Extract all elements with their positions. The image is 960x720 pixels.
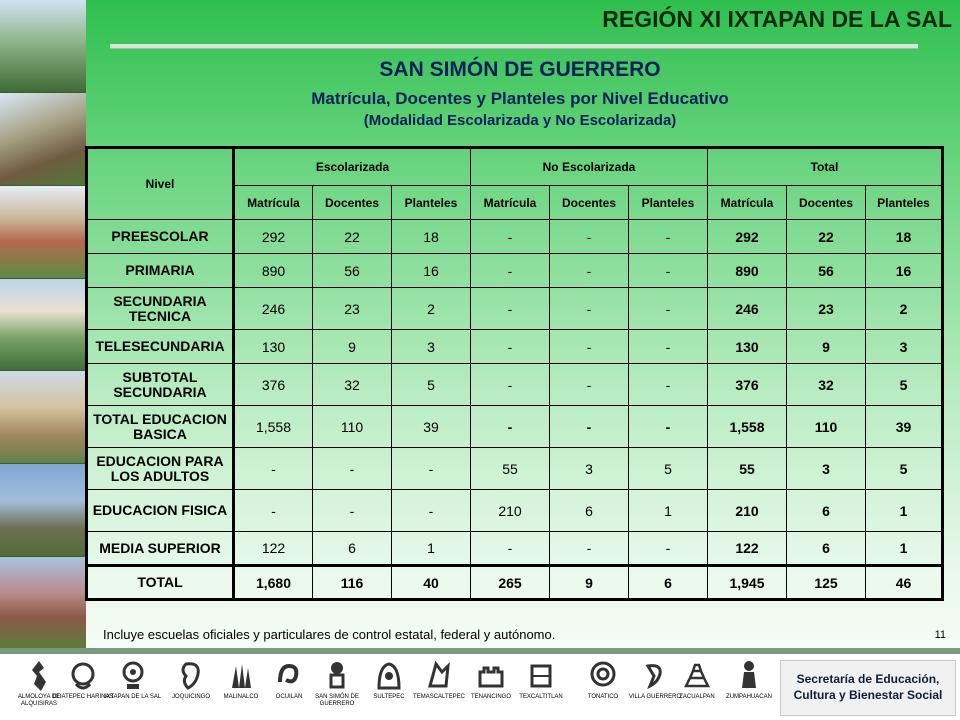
cell-total-docentes: 125 bbox=[787, 566, 866, 600]
cell-total-planteles: 46 bbox=[866, 566, 943, 600]
cell-escolarizada-planteles: 1 bbox=[392, 532, 471, 566]
municipio-logo-ixtapan: IXTAPAN DE LA SAL bbox=[102, 658, 164, 701]
row-label: EDUCACION FISICA bbox=[87, 490, 234, 532]
row-label: PREESCOLAR bbox=[87, 220, 234, 254]
cell-no-escolarizada-planteles: - bbox=[629, 254, 708, 288]
cell-no-escolarizada-planteles: 5 bbox=[629, 448, 708, 490]
cell-escolarizada-docentes: 32 bbox=[313, 364, 392, 406]
municipio-logo-malinalco: MALINALCO bbox=[210, 658, 272, 701]
municipio-logo-joquicingo: JOQUICINGO bbox=[160, 658, 222, 701]
cell-total-planteles: 5 bbox=[866, 364, 943, 406]
subheader-matricula: Matrícula bbox=[708, 186, 787, 220]
cell-escolarizada-docentes: 6 bbox=[313, 532, 392, 566]
cell-no-escolarizada-docentes: - bbox=[550, 532, 629, 566]
cell-escolarizada-matricula: 1,680 bbox=[234, 566, 313, 600]
cell-escolarizada-docentes: 56 bbox=[313, 254, 392, 288]
cell-total-docentes: 56 bbox=[787, 254, 866, 288]
cell-no-escolarizada-matricula: 55 bbox=[471, 448, 550, 490]
row-label: TOTAL bbox=[87, 566, 234, 600]
table-row bbox=[87, 566, 943, 600]
cell-no-escolarizada-planteles: - bbox=[629, 364, 708, 406]
municipio-logo-zacualpan: ZACUALPAN bbox=[666, 658, 728, 701]
wall-glyph-icon bbox=[476, 658, 506, 694]
cell-total-planteles: 1 bbox=[866, 490, 943, 532]
table-row bbox=[87, 490, 943, 532]
table-row bbox=[87, 288, 943, 330]
cell-no-escolarizada-docentes: - bbox=[550, 364, 629, 406]
cell-escolarizada-planteles: - bbox=[392, 490, 471, 532]
subheader-docentes: Docentes bbox=[787, 186, 866, 220]
church-photo bbox=[0, 186, 86, 279]
table-row bbox=[87, 532, 943, 566]
title-rule bbox=[110, 44, 918, 49]
worm-glyph-icon bbox=[274, 658, 304, 694]
cell-total-planteles: 18 bbox=[866, 220, 943, 254]
cell-no-escolarizada-matricula: 265 bbox=[471, 566, 550, 600]
cell-total-planteles: 1 bbox=[866, 532, 943, 566]
municipio-logo-temascaltepec: TEMASCALTEPEC bbox=[408, 658, 470, 701]
table-row bbox=[87, 220, 943, 254]
region-title: REGIÓN XI IXTAPAN DE LA SAL bbox=[602, 6, 952, 32]
cell-total-matricula: 122 bbox=[708, 532, 787, 566]
cell-total-planteles: 5 bbox=[866, 448, 943, 490]
table-row bbox=[87, 330, 943, 364]
cell-escolarizada-matricula: - bbox=[234, 490, 313, 532]
cell-escolarizada-planteles: 5 bbox=[392, 364, 471, 406]
header-total: Total bbox=[708, 148, 943, 186]
cell-total-matricula: 292 bbox=[708, 220, 787, 254]
cell-total-planteles: 39 bbox=[866, 406, 943, 448]
cell-no-escolarizada-matricula: - bbox=[471, 254, 550, 288]
page-title: SAN SIMÓN DE GUERRERO bbox=[379, 58, 661, 81]
cell-no-escolarizada-planteles: - bbox=[629, 288, 708, 330]
cell-no-escolarizada-docentes: 6 bbox=[550, 490, 629, 532]
cell-escolarizada-matricula: 1,558 bbox=[234, 406, 313, 448]
sun-glyph-icon bbox=[588, 658, 618, 694]
head-glyph-icon bbox=[176, 658, 206, 694]
row-label: EDUCACION PARA LOS ADULTOS bbox=[87, 448, 234, 490]
header-escolarizada: Escolarizada bbox=[234, 148, 471, 186]
cell-no-escolarizada-planteles: - bbox=[629, 532, 708, 566]
cell-total-matricula: 376 bbox=[708, 364, 787, 406]
cell-escolarizada-docentes: - bbox=[313, 490, 392, 532]
cell-total-docentes: 23 bbox=[787, 288, 866, 330]
municipio-logo-tonatico: TONATICO bbox=[572, 658, 634, 701]
seated-figure-glyph-icon bbox=[734, 658, 764, 694]
cell-no-escolarizada-docentes: 9 bbox=[550, 566, 629, 600]
cell-escolarizada-matricula: 130 bbox=[234, 330, 313, 364]
cell-escolarizada-docentes: 9 bbox=[313, 330, 392, 364]
warrior-glyph-icon bbox=[322, 658, 352, 694]
cell-total-matricula: 210 bbox=[708, 490, 787, 532]
cell-escolarizada-docentes: 23 bbox=[313, 288, 392, 330]
cell-no-escolarizada-matricula: - bbox=[471, 532, 550, 566]
header-nivel: Nivel bbox=[87, 148, 234, 220]
cell-no-escolarizada-docentes: - bbox=[550, 406, 629, 448]
subheader-planteles: Planteles bbox=[629, 186, 708, 220]
cell-escolarizada-planteles: 3 bbox=[392, 330, 471, 364]
serpent-glyph-icon bbox=[68, 658, 98, 694]
municipio-logo-ocuilan: OCUILAN bbox=[258, 658, 320, 701]
row-label: SECUNDARIA TECNICA bbox=[87, 288, 234, 330]
hill-glyph-icon bbox=[374, 658, 404, 694]
cell-total-matricula: 890 bbox=[708, 254, 787, 288]
row-label: MEDIA SUPERIOR bbox=[87, 532, 234, 566]
subheader-docentes: Docentes bbox=[313, 186, 392, 220]
cell-total-docentes: 22 bbox=[787, 220, 866, 254]
page-subtitle: Matrícula, Docentes y Planteles por Nivel Educativo bbox=[311, 89, 729, 108]
cell-no-escolarizada-matricula: - bbox=[471, 364, 550, 406]
municipio-logo-villa-guerrero: VILLA GUERRERO bbox=[624, 658, 686, 701]
cell-escolarizada-planteles: - bbox=[392, 448, 471, 490]
landscape-photo bbox=[0, 464, 86, 557]
cell-total-docentes: 9 bbox=[787, 330, 866, 364]
bath-glyph-icon bbox=[424, 658, 454, 694]
cell-no-escolarizada-planteles: 6 bbox=[629, 566, 708, 600]
subheader-planteles: Planteles bbox=[392, 186, 471, 220]
cell-escolarizada-matricula: 292 bbox=[234, 220, 313, 254]
plaza-photo bbox=[0, 279, 86, 372]
cell-total-docentes: 32 bbox=[787, 364, 866, 406]
header-no-escolarizada: No Escolarizada bbox=[471, 148, 708, 186]
cell-escolarizada-planteles: 2 bbox=[392, 288, 471, 330]
cell-no-escolarizada-docentes: - bbox=[550, 330, 629, 364]
subheader-docentes: Docentes bbox=[550, 186, 629, 220]
cell-no-escolarizada-matricula: - bbox=[471, 220, 550, 254]
cell-escolarizada-planteles: 18 bbox=[392, 220, 471, 254]
water-glyph-icon bbox=[118, 658, 148, 694]
table-row bbox=[87, 448, 943, 490]
municipio-logo-san-simon: SAN SIMÓN DE GUERRERO bbox=[306, 658, 368, 708]
subheader-matricula: Matrícula bbox=[471, 186, 550, 220]
cell-escolarizada-matricula: - bbox=[234, 448, 313, 490]
table-row bbox=[87, 406, 943, 448]
row-label: TELESECUNDARIA bbox=[87, 330, 234, 364]
municipio-logo-tenancingo: TENANCINGO bbox=[460, 658, 522, 701]
cell-escolarizada-matricula: 246 bbox=[234, 288, 313, 330]
table-row bbox=[87, 364, 943, 406]
cell-total-planteles: 3 bbox=[866, 330, 943, 364]
secretaria-badge: Secretaría de Educación, Cultura y Bienestar Social bbox=[780, 660, 956, 716]
cell-total-matricula: 55 bbox=[708, 448, 787, 490]
municipio-logo-almoloya: ALMOLOYA DE ALQUISIRAS bbox=[8, 658, 70, 708]
municipio-logo-texcaltitlan: TEXCALTITLAN bbox=[510, 658, 572, 701]
cell-escolarizada-matricula: 890 bbox=[234, 254, 313, 288]
cell-no-escolarizada-docentes: - bbox=[550, 254, 629, 288]
cell-total-docentes: 3 bbox=[787, 448, 866, 490]
row-label: SUBTOTAL SECUNDARIA bbox=[87, 364, 234, 406]
footnote: Incluye escuelas oficiales y particulares de control estatal, federal y autónomo. bbox=[103, 627, 556, 642]
cell-total-planteles: 16 bbox=[866, 254, 943, 288]
cell-no-escolarizada-planteles: - bbox=[629, 406, 708, 448]
cell-no-escolarizada-planteles: - bbox=[629, 220, 708, 254]
table-row bbox=[87, 254, 943, 288]
municipio-logo-sultepec: SULTEPEC bbox=[358, 658, 420, 701]
row-label: TOTAL EDUCACION BASICA bbox=[87, 406, 234, 448]
cell-total-matricula: 1,558 bbox=[708, 406, 787, 448]
cell-escolarizada-planteles: 39 bbox=[392, 406, 471, 448]
subheader-planteles: Planteles bbox=[866, 186, 943, 220]
cell-escolarizada-planteles: 16 bbox=[392, 254, 471, 288]
cell-no-escolarizada-matricula: 210 bbox=[471, 490, 550, 532]
cell-no-escolarizada-matricula: - bbox=[471, 330, 550, 364]
subheader-matricula: Matrícula bbox=[234, 186, 313, 220]
cell-no-escolarizada-docentes: - bbox=[550, 220, 629, 254]
cell-escolarizada-docentes: - bbox=[313, 448, 392, 490]
cell-escolarizada-docentes: 22 bbox=[313, 220, 392, 254]
cell-total-docentes: 6 bbox=[787, 532, 866, 566]
rock-photo bbox=[0, 557, 86, 650]
cell-total-matricula: 130 bbox=[708, 330, 787, 364]
cell-no-escolarizada-docentes: - bbox=[550, 288, 629, 330]
municipio-logo-coatepec: COATEPEC HARINAS bbox=[52, 658, 114, 701]
cell-no-escolarizada-planteles: - bbox=[629, 330, 708, 364]
row-label: PRIMARIA bbox=[87, 254, 234, 288]
pyramid-glyph-icon bbox=[682, 658, 712, 694]
grass-glyph-icon bbox=[226, 658, 256, 694]
cell-no-escolarizada-docentes: 3 bbox=[550, 448, 629, 490]
cell-escolarizada-matricula: 122 bbox=[234, 532, 313, 566]
page-subtitle-modality: (Modalidad Escolarizada y No Escolarizada) bbox=[363, 112, 677, 129]
cell-total-matricula: 246 bbox=[708, 288, 787, 330]
valley-photo bbox=[0, 371, 86, 464]
municipio-logo-zumpahuacan: ZUMPAHUACAN bbox=[718, 658, 780, 701]
cell-escolarizada-docentes: 110 bbox=[313, 406, 392, 448]
cell-no-escolarizada-matricula: - bbox=[471, 288, 550, 330]
cell-escolarizada-planteles: 40 bbox=[392, 566, 471, 600]
cell-no-escolarizada-matricula: - bbox=[471, 406, 550, 448]
cell-total-planteles: 2 bbox=[866, 288, 943, 330]
cell-total-docentes: 6 bbox=[787, 490, 866, 532]
cell-escolarizada-matricula: 376 bbox=[234, 364, 313, 406]
temple-glyph-icon bbox=[526, 658, 556, 694]
enrollment-table bbox=[85, 146, 944, 601]
cell-escolarizada-docentes: 116 bbox=[313, 566, 392, 600]
cell-total-matricula: 1,945 bbox=[708, 566, 787, 600]
cell-no-escolarizada-planteles: 1 bbox=[629, 490, 708, 532]
page-number: 11 bbox=[934, 629, 946, 641]
cell-total-docentes: 110 bbox=[787, 406, 866, 448]
figure-glyph-icon bbox=[24, 658, 54, 694]
